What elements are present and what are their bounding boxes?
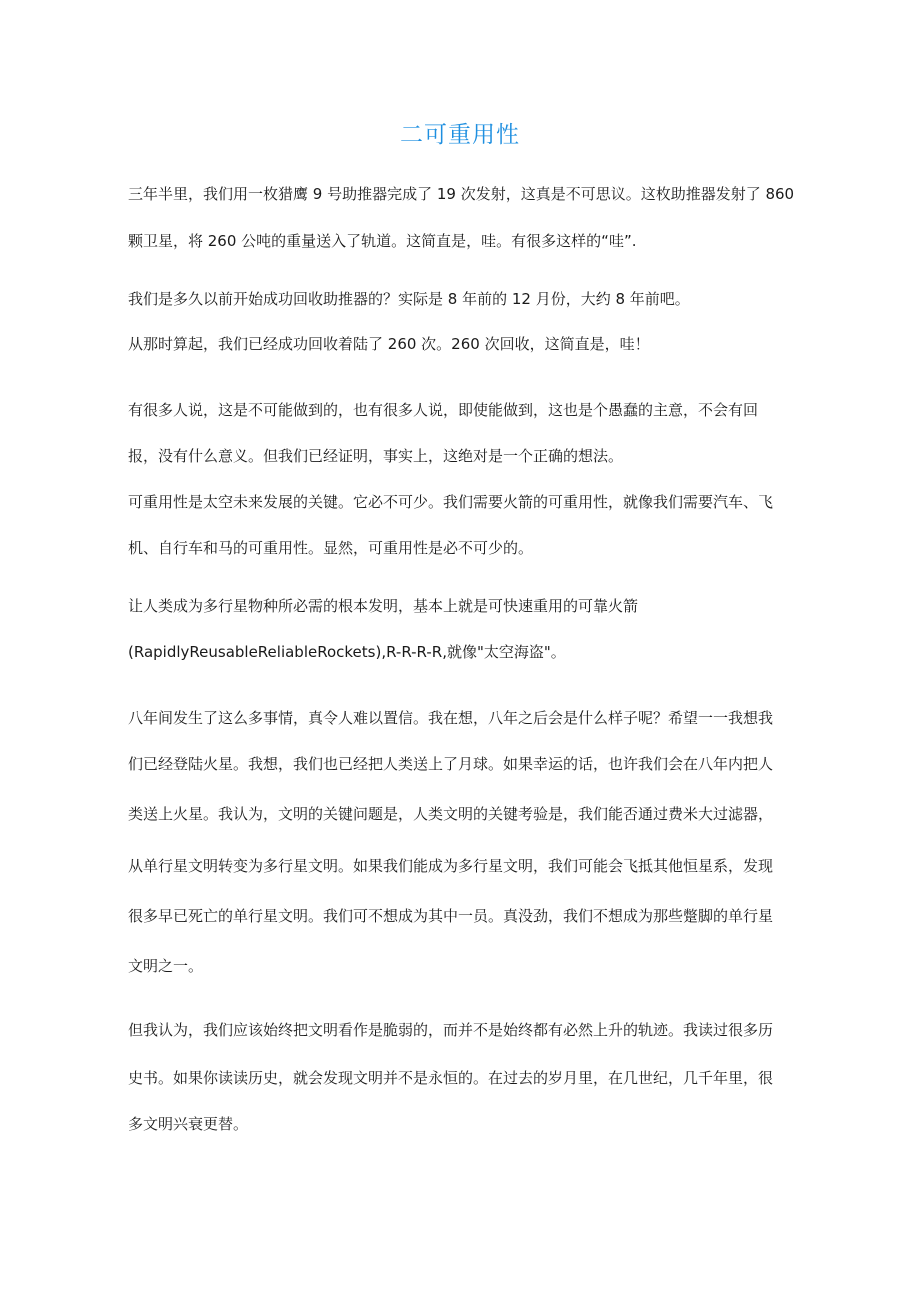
body-line-13: 类送上火星。我认为，文明的关键问题是，人类文明的关键考验是，我们能否通过费米大过滤器，: [128, 805, 774, 823]
body-line-4: 从那时算起，我们已经成功回收着陆了 260 次。260 次回收，这简直是，哇！: [128, 335, 650, 353]
document-title: 二可重用性: [400, 122, 520, 148]
body-line-8: 机、自行车和马的可重用性。显然，可重用性是必不可少的。: [128, 539, 534, 557]
body-line-16: 文明之一。: [128, 957, 204, 975]
body-line-15: 很多早已死亡的单行星文明。我们可不想成为其中一员。真没劲，我们不想成为那些蹩脚的单行星: [128, 907, 774, 925]
body-line-2: 颗卫星，将 260 公吨的重量送入了轨道。这简直是，哇。有很多这样的“哇”.: [128, 232, 637, 250]
body-line-17: 但我认为，我们应该始终把文明看作是脆弱的，而并不是始终都有必然上升的轨迹。我读过很多历: [128, 1021, 774, 1039]
body-line-5: 有很多人说，这是不可能做到的，也有很多人说，即使能做到，这也是个愚蠢的主意，不会有回: [128, 401, 759, 419]
body-line-7: 可重用性是太空未来发展的关键。它必不可少。我们需要火箭的可重用性，就像我们需要汽车、飞: [128, 493, 774, 511]
body-line-11: 八年间发生了这么多事情，真令人难以置信。我在想，八年之后会是什么样子呢？希望一一我想我: [128, 709, 774, 727]
body-line-6: 报，没有什么意义。但我们已经证明，事实上，这绝对是一个正确的想法。: [128, 447, 624, 465]
body-line-1: 三年半里，我们用一枚猎鹰 9 号助推器完成了 19 次发射，这真是不可思议。这枚助推器发射了 860: [128, 185, 795, 203]
body-line-9: 让人类成为多行星物种所必需的根本发明，基本上就是可快速重用的可靠火箭: [128, 597, 639, 615]
body-line-19: 多文明兴衰更替。: [128, 1115, 249, 1133]
body-line-12: 们已经登陆火星。我想，我们也已经把人类送上了月球。如果幸运的话，也许我们会在八年内把人: [128, 755, 774, 773]
body-line-10: (RapidlyReusableReliableRockets),R-R-R-R,就像"太空海盗"。: [128, 643, 566, 661]
body-line-18: 史书。如果你读读历史，就会发现文明并不是永恒的。在过去的岁月里，在几世纪，几千年里，很: [128, 1069, 774, 1087]
body-line-3: 我们是多久以前开始成功回收助推器的？实际是 8 年前的 12 月份，大约 8 年前吧。: [128, 290, 690, 308]
body-line-14: 从单行星文明转变为多行星文明。如果我们能成为多行星文明，我们可能会飞抵其他恒星系，发现: [128, 857, 774, 875]
